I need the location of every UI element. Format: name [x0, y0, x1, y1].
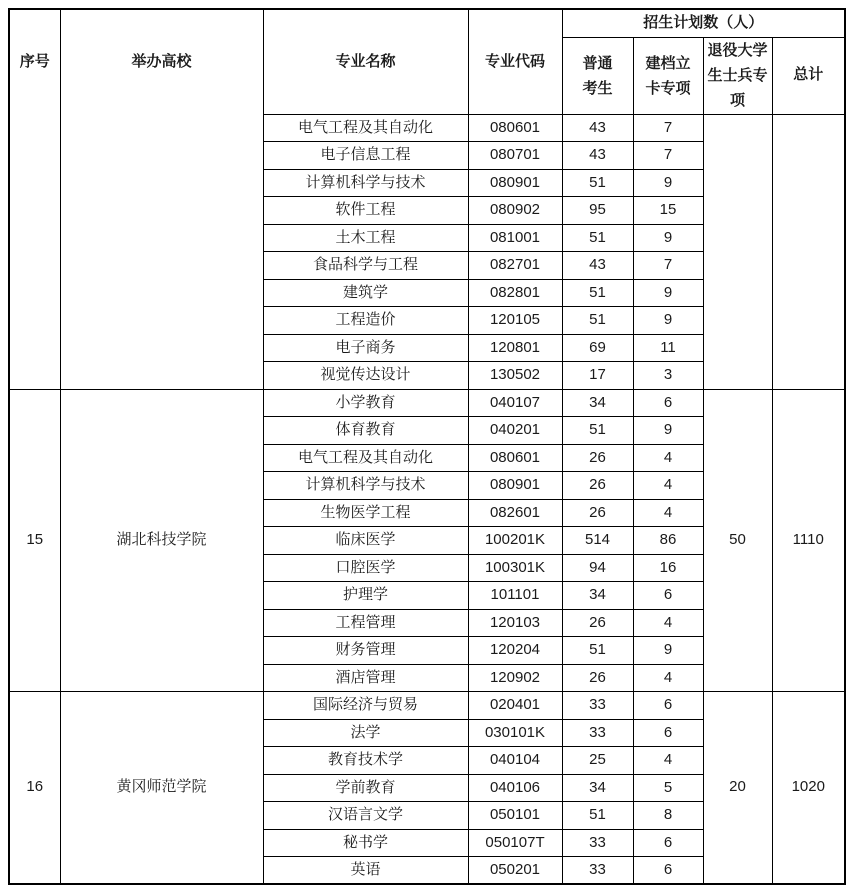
header-plan-group: 招生计划数（人） [562, 9, 845, 37]
regular-count-cell: 26 [562, 444, 633, 472]
regular-count-cell: 34 [562, 389, 633, 417]
major-code-cell: 120103 [468, 609, 562, 637]
regular-count-cell: 43 [562, 142, 633, 170]
poverty-count-cell: 3 [633, 362, 703, 390]
major-code-cell: 082801 [468, 279, 562, 307]
major-name-cell: 食品科学与工程 [263, 252, 468, 280]
major-code-cell: 120105 [468, 307, 562, 335]
poverty-count-cell: 5 [633, 774, 703, 802]
poverty-count-cell: 4 [633, 472, 703, 500]
major-name-cell: 软件工程 [263, 197, 468, 225]
major-name-cell: 财务管理 [263, 637, 468, 665]
school-cell: 黄冈师范学院 [60, 692, 263, 885]
veteran-count-cell [703, 114, 772, 389]
poverty-count-cell: 6 [633, 389, 703, 417]
major-code-cell: 030101K [468, 719, 562, 747]
major-name-cell: 法学 [263, 719, 468, 747]
regular-count-cell: 94 [562, 554, 633, 582]
major-name-cell: 生物医学工程 [263, 499, 468, 527]
regular-count-cell: 51 [562, 637, 633, 665]
major-code-cell: 082601 [468, 499, 562, 527]
major-code-cell: 101101 [468, 582, 562, 610]
poverty-count-cell: 6 [633, 719, 703, 747]
regular-count-cell: 33 [562, 857, 633, 885]
poverty-count-cell: 6 [633, 582, 703, 610]
header-regular [562, 37, 633, 114]
regular-count-cell: 33 [562, 719, 633, 747]
major-code-cell: 040104 [468, 747, 562, 775]
poverty-count-cell: 4 [633, 664, 703, 692]
header-poverty [633, 37, 703, 114]
major-name-cell: 视觉传达设计 [263, 362, 468, 390]
veteran-count-cell: 20 [703, 692, 772, 885]
header-school: 举办高校 [60, 9, 263, 389]
regular-count-cell: 33 [562, 829, 633, 857]
header-veteran [703, 37, 772, 114]
regular-count-cell: 34 [562, 774, 633, 802]
header-total: 总计 [772, 37, 845, 114]
regular-count-cell: 51 [562, 417, 633, 445]
poverty-count-cell: 9 [633, 224, 703, 252]
regular-count-cell: 25 [562, 747, 633, 775]
major-code-cell: 120801 [468, 334, 562, 362]
header-major-name: 专业名称 [263, 9, 468, 114]
regular-count-cell: 51 [562, 802, 633, 830]
regular-count-cell: 34 [562, 582, 633, 610]
poverty-count-cell: 16 [633, 554, 703, 582]
major-row [9, 389, 845, 417]
header-serial: 序号 [9, 9, 60, 389]
regular-count-cell: 17 [562, 362, 633, 390]
school-cell: 湖北科技学院 [60, 389, 263, 692]
poverty-count-cell: 6 [633, 857, 703, 885]
major-name-cell: 口腔医学 [263, 554, 468, 582]
regular-count-cell: 51 [562, 169, 633, 197]
major-code-cell: 120204 [468, 637, 562, 665]
major-name-cell: 电气工程及其自动化 [263, 114, 468, 142]
major-code-cell: 100201K [468, 527, 562, 555]
header-major-code: 专业代码 [468, 9, 562, 114]
regular-count-cell: 33 [562, 692, 633, 720]
poverty-count-cell: 9 [633, 637, 703, 665]
regular-count-cell: 26 [562, 664, 633, 692]
total-count-cell: 1110 [772, 389, 845, 692]
major-code-cell: 120902 [468, 664, 562, 692]
major-code-cell: 081001 [468, 224, 562, 252]
major-name-cell: 酒店管理 [263, 664, 468, 692]
major-code-cell: 040106 [468, 774, 562, 802]
regular-count-cell: 51 [562, 224, 633, 252]
total-count-cell [772, 114, 845, 389]
major-code-cell: 080701 [468, 142, 562, 170]
poverty-count-cell: 4 [633, 747, 703, 775]
poverty-count-cell: 6 [633, 692, 703, 720]
major-code-cell: 100301K [468, 554, 562, 582]
major-code-cell: 080902 [468, 197, 562, 225]
major-name-cell: 土木工程 [263, 224, 468, 252]
major-code-cell: 050107T [468, 829, 562, 857]
major-code-cell: 050201 [468, 857, 562, 885]
regular-count-cell: 51 [562, 307, 633, 335]
major-code-cell: 082701 [468, 252, 562, 280]
header-row-group [9, 9, 845, 37]
poverty-count-cell: 6 [633, 829, 703, 857]
poverty-count-cell: 7 [633, 252, 703, 280]
major-code-cell: 130502 [468, 362, 562, 390]
veteran-count-cell: 50 [703, 389, 772, 692]
major-code-cell: 040107 [468, 389, 562, 417]
major-name-cell: 工程管理 [263, 609, 468, 637]
poverty-count-cell: 4 [633, 444, 703, 472]
poverty-count-cell: 8 [633, 802, 703, 830]
major-name-cell: 汉语言文学 [263, 802, 468, 830]
major-name-cell: 体育教育 [263, 417, 468, 445]
major-code-cell: 080901 [468, 472, 562, 500]
major-code-cell: 080601 [468, 114, 562, 142]
major-name-cell: 建筑学 [263, 279, 468, 307]
major-name-cell: 电气工程及其自动化 [263, 444, 468, 472]
poverty-count-cell: 4 [633, 499, 703, 527]
serial-cell: 16 [9, 692, 60, 885]
serial-cell: 15 [9, 389, 60, 692]
regular-count-cell: 43 [562, 252, 633, 280]
major-name-cell: 临床医学 [263, 527, 468, 555]
major-name-cell: 学前教育 [263, 774, 468, 802]
major-name-cell: 工程造价 [263, 307, 468, 335]
poverty-count-cell: 4 [633, 609, 703, 637]
regular-count-cell: 26 [562, 472, 633, 500]
regular-count-cell: 514 [562, 527, 633, 555]
major-code-cell: 080901 [468, 169, 562, 197]
major-name-cell: 电子信息工程 [263, 142, 468, 170]
poverty-count-cell: 11 [633, 334, 703, 362]
major-code-cell: 050101 [468, 802, 562, 830]
poverty-count-cell: 9 [633, 169, 703, 197]
regular-count-cell: 43 [562, 114, 633, 142]
header-veteran-label: 退役大学生士兵专项 [707, 42, 768, 109]
major-name-cell: 计算机科学与技术 [263, 472, 468, 500]
poverty-count-cell: 86 [633, 527, 703, 555]
regular-count-cell: 51 [562, 279, 633, 307]
major-name-cell: 小学教育 [263, 389, 468, 417]
major-name-cell: 教育技术学 [263, 747, 468, 775]
poverty-count-cell: 7 [633, 142, 703, 170]
regular-count-cell: 26 [562, 499, 633, 527]
regular-count-cell: 26 [562, 609, 633, 637]
major-name-cell: 计算机科学与技术 [263, 169, 468, 197]
poverty-count-cell: 15 [633, 197, 703, 225]
major-code-cell: 020401 [468, 692, 562, 720]
major-row [9, 692, 845, 720]
major-name-cell: 护理学 [263, 582, 468, 610]
enrollment-plan-table [8, 8, 846, 885]
regular-count-cell: 69 [562, 334, 633, 362]
major-code-cell: 040201 [468, 417, 562, 445]
header-poverty-label: 建档立卡专项 [645, 54, 691, 97]
major-name-cell: 国际经济与贸易 [263, 692, 468, 720]
regular-count-cell: 95 [562, 197, 633, 225]
major-name-cell: 电子商务 [263, 334, 468, 362]
table-body [9, 9, 845, 884]
header-regular-label: 普通考生 [582, 54, 613, 97]
poverty-count-cell: 9 [633, 279, 703, 307]
total-count-cell: 1020 [772, 692, 845, 885]
major-name-cell: 秘书学 [263, 829, 468, 857]
major-code-cell: 080601 [468, 444, 562, 472]
poverty-count-cell: 9 [633, 417, 703, 445]
major-name-cell: 英语 [263, 857, 468, 885]
poverty-count-cell: 9 [633, 307, 703, 335]
poverty-count-cell: 7 [633, 114, 703, 142]
